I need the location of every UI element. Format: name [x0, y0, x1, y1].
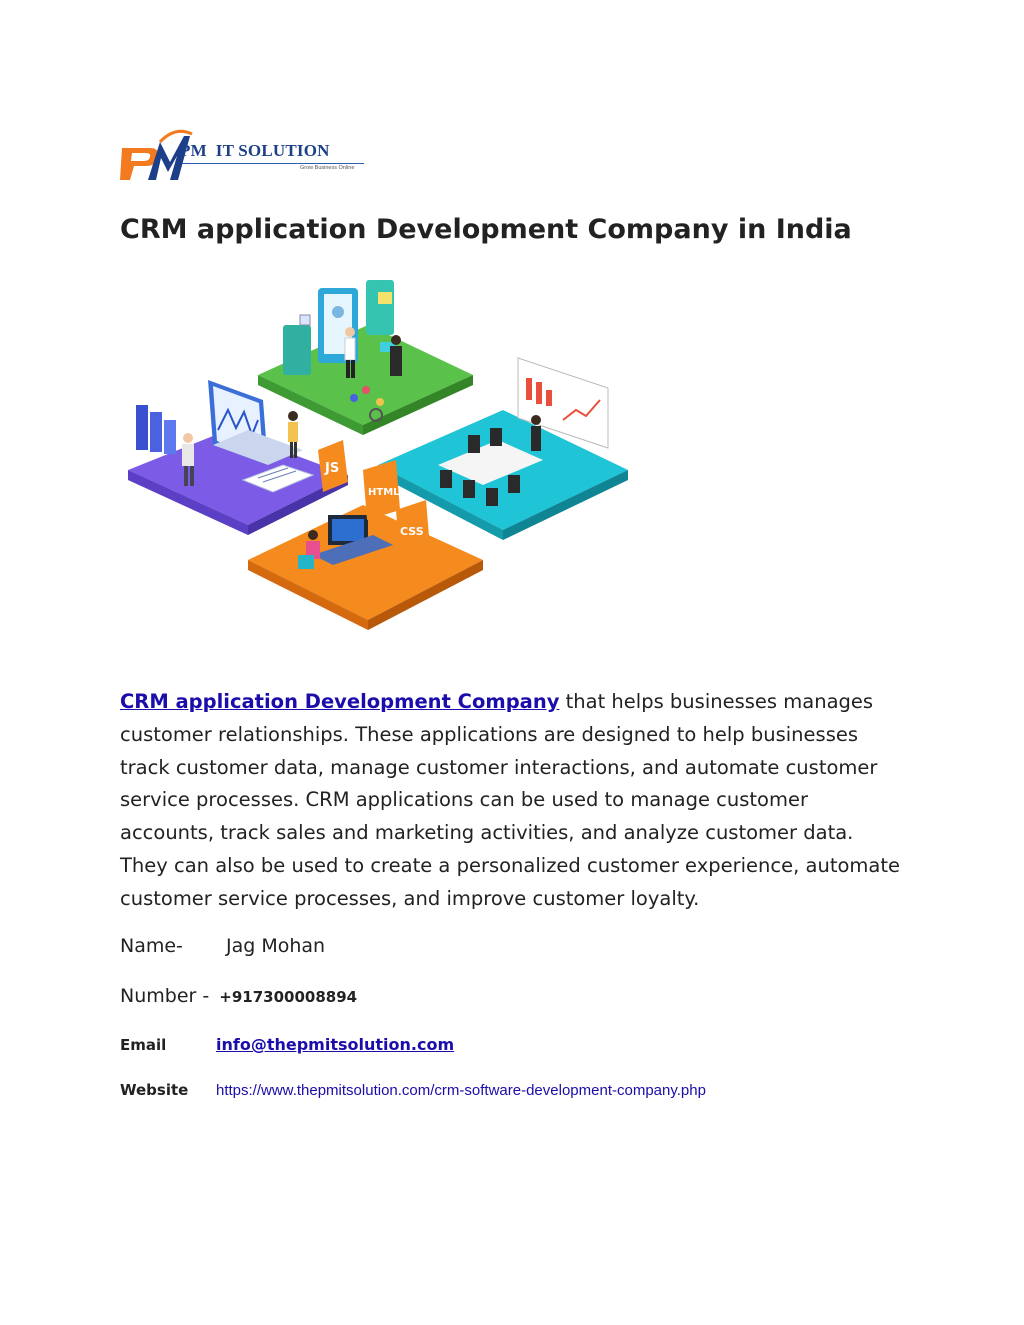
orange-platform [248, 505, 483, 630]
number-label: Number - [120, 985, 210, 1007]
name-label: Name- [120, 935, 183, 957]
brand-rest: IT SOLUTION [215, 141, 330, 160]
js-tag-label: JS [325, 461, 340, 476]
crm-company-link[interactable]: CRM application Development Company [120, 690, 560, 713]
description-paragraph [120, 686, 900, 916]
crm-illustration [118, 270, 638, 670]
brand-tagline: Grow Business Online [300, 165, 355, 171]
contact-name-row [120, 935, 326, 957]
contact-website-row [120, 1081, 706, 1099]
website-link[interactable]: https://www.thepmitsolution.com/crm-software-development-company.php [216, 1082, 706, 1099]
brand-name [180, 141, 330, 161]
email-label: Email [120, 1036, 167, 1054]
green-platform [258, 280, 473, 435]
name-value: Jag Mohan [226, 935, 326, 957]
page-title: CRM application Development Company in India [120, 214, 852, 245]
contact-email-row [120, 1035, 455, 1054]
contact-number-row [120, 985, 357, 1007]
email-link[interactable]: info@thepmitsolution.com [216, 1035, 455, 1054]
website-label: Website [120, 1081, 189, 1099]
logo-divider [182, 163, 364, 164]
html-tag-label: HTML [368, 487, 400, 498]
description-text: that helps businesses manages customer relationships. These applications are designed to help businesses track customer data, manage customer interactions, and automate customer service processes. CRM applications can be used to manage customer accounts, track sales and marketing activities, and analyze customer data. They can also be used to create a personalized customer experience, automate customer service processes, and improve customer loyalty. [120, 690, 900, 910]
number-value: +917300008894 [219, 988, 358, 1006]
brand-pm: PM [180, 141, 207, 160]
css-tag-label: CSS [400, 525, 424, 538]
